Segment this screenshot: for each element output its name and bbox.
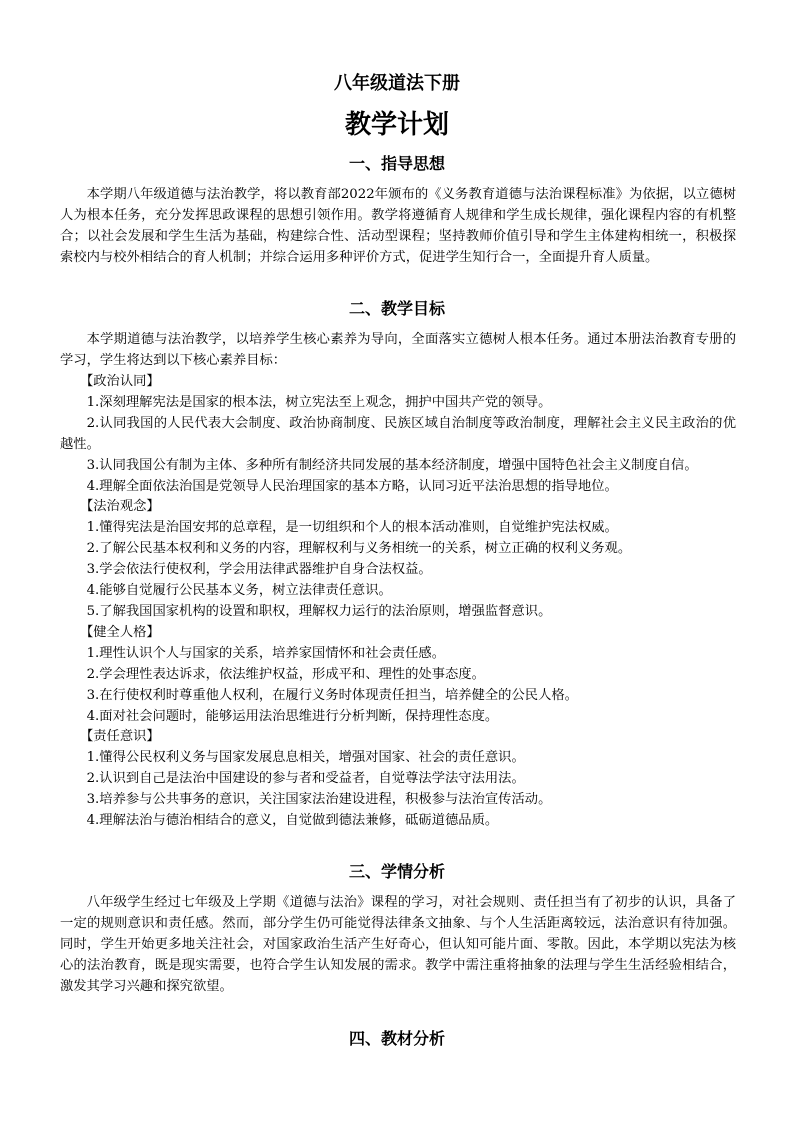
list-item: 1.懂得宪法是治国安邦的总章程，是一切组织和个人的根本活动准则，自觉维护宪法权威。 [86,520,618,536]
list-item: 1.理性认识个人与国家的关系，培养家国情怀和社会责任感。 [86,645,445,661]
list-item: 3.学会依法行使权利，学会用法律武器维护自身合法权益。 [86,562,432,578]
list-item: 2.学会理性表达诉求，依法维护权益，形成平和、理性的处事态度。 [86,666,485,682]
list-item: 3.在行使权利时尊重他人权利，在履行义务时体现责任担当，培养健全的公民人格。 [86,687,578,703]
category-political-identity: 【政治认同】 [79,374,160,389]
section-heading-textbook: 四、教材分析 [348,1029,445,1048]
category-responsibility: 【责任意识】 [79,729,160,745]
list-item: 1.深刻理解宪法是国家的根本法，树立宪法至上观念，拥护中国共产党的领导。 [86,394,552,410]
section-heading-guiding: 一、指导思想 [348,154,445,173]
document-title: 教学计划 [344,110,449,140]
list-item: 3.培养参与公共事务的意识，关注国家法治建设进程，积极参与法治宣传活动。 [86,792,552,808]
list-item: 5.了解我国国家机构的设置和职权，理解权力运行的法治原则，增强监督意识。 [86,603,552,619]
section-heading-analysis: 三、学情分析 [348,862,445,881]
category-sound-personality: 【健全人格】 [79,624,160,640]
list-item: 2.了解公民基本权利和义务的内容，理解权利与义务相统一的关系，树立正确的权利义务观。 [86,541,632,557]
list-item: 3.认同我国公有制为主体、多种所有制经济共同发展的基本经济制度，增强中国特色社会主义制度自信。 [86,457,698,473]
list-item: 4.理解全面依法治国是党领导人民治理国家的基本方略，认同习近平法治思想的指导地位。 [86,478,618,494]
list-item: 2.认同我国的人民代表大会制度、政治协商制度、民族区域自治制度等政治制度，理解社会主义民主政治的优越性。 [60,415,736,452]
list-item: 2.认识到自己是法治中国建设的参与者和受益者，自觉尊法学法守法用法。 [86,771,525,787]
guiding-paragraph: 本学期八年级道德与法治教学，将以教育部2022年颁布的《义务教育道德与法治课程标准》为依据，以立德树人为根本任务，充分发挥思政课程的思想引领作用。教学将遵循育人规律和学生成长规律，强化课程内容的有机整合；以社会发展和学生生活为基础，构建综合性、活动型课程；坚持教师价值引导和学生主体建构相统一，积极探索校内与校外相结合的育人机制；并综合运用多种评价方式，促进学生知行合一，全面提升育人质量。 [60,187,736,265]
goals-list [60,372,736,832]
category-rule-of-law: 【法治观念】 [79,499,160,515]
list-item: 4.理解法治与德治相结合的意义，自觉做到德法兼修，砥砺道德品质。 [86,813,499,829]
document-subtitle: 八年级道法下册 [334,73,460,94]
list-item: 4.能够自觉履行公民基本义务，树立法律责任意识。 [86,583,392,599]
section-heading-goals: 二、教学目标 [348,299,445,318]
list-item: 4.面对社会问题时，能够运用法治思维进行分析判断，保持理性态度。 [86,708,499,724]
goals-intro: 本学期道德与法治教学，以培养学生核心素养为导向，全面落实立德树人根本任务。通过本册法治教育专册的学习，学生将达到以下核心素养目标： [60,332,736,368]
analysis-paragraph: 八年级学生经过七年级及上学期《道德与法治》课程的学习，对社会规则、责任担当有了初步的认识，具备了一定的规则意识和责任感。然而，部分学生仍可能觉得法律条文抽象、与个人生活距离较远，法治意识有待加强。同时，学生开始更多地关注社会，对国家政治生活产生好奇心，但认知可能片面、零散。因此，本学期以宪法为核心的法治教育，既是现实需要，也符合学生认知发展的需求。教学中需注重将抽象的法理与学生生活经验相结合，激发其学习兴趣和探究欲望。 [60,895,736,994]
list-item: 1.懂得公民权利义务与国家发展息息相关，增强对国家、社会的责任意识。 [86,750,525,766]
